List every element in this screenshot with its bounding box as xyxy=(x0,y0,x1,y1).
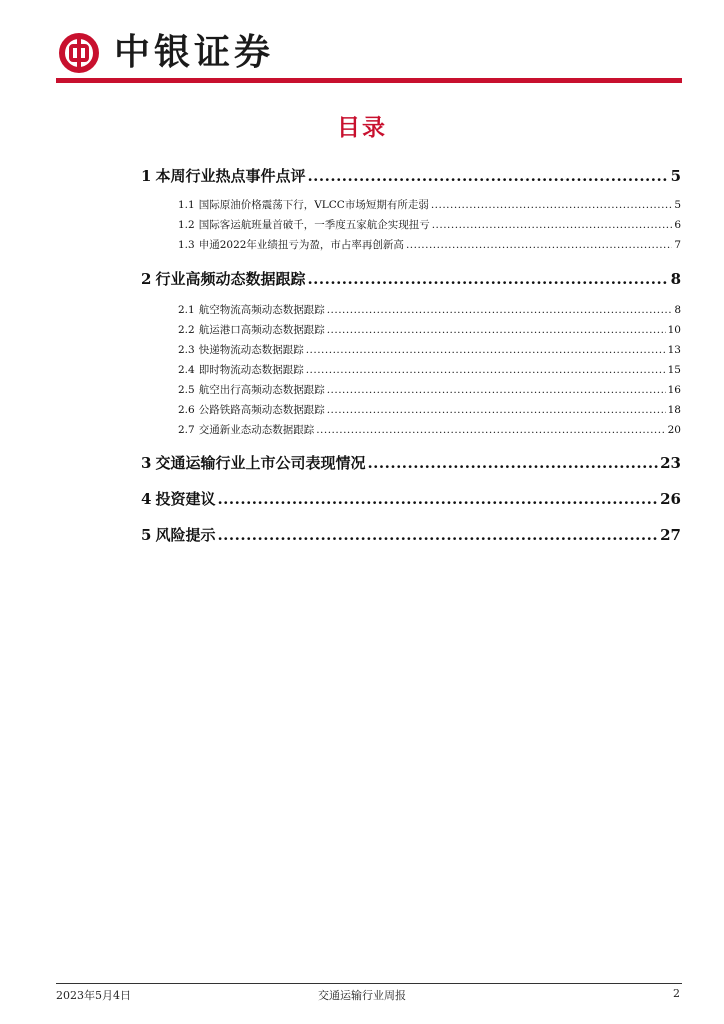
toc-dot-leader xyxy=(327,304,673,316)
footer-date: 2023年5月4日 xyxy=(56,989,131,1002)
footer-report-name: 交通运输行业周报 xyxy=(318,989,406,1002)
toc-dot-leader xyxy=(217,490,658,508)
toc-entry-page: 6 xyxy=(674,219,681,231)
toc-dot-leader xyxy=(307,167,668,185)
toc-entry-title: 航空物流高频动态数据跟踪 xyxy=(198,304,325,316)
toc-entry-number: 1 xyxy=(141,167,152,185)
toc-entry-subsection[interactable] xyxy=(178,237,681,251)
toc-entry-title: 航运港口高频动态数据跟踪 xyxy=(198,324,325,336)
footer-divider xyxy=(56,983,682,984)
toc-entry-title: 本周行业热点事件点评 xyxy=(155,167,306,185)
toc-dot-leader xyxy=(406,239,672,251)
toc-entry-number: 2.3 xyxy=(178,344,195,356)
toc-entry-page: 20 xyxy=(667,424,681,436)
toc-entry-subsection[interactable] xyxy=(178,402,681,416)
toc-entry-page: 23 xyxy=(660,454,681,472)
toc-dot-leader xyxy=(327,384,666,396)
toc-entry-subsection[interactable] xyxy=(178,322,681,336)
toc-entry-number: 4 xyxy=(141,490,152,508)
toc-entry-title: 交通新业态动态数据跟踪 xyxy=(198,424,315,436)
toc-dot-leader xyxy=(431,199,672,211)
toc-dot-leader xyxy=(306,364,666,376)
page-header xyxy=(56,26,682,86)
toc-title: 目录 xyxy=(337,115,387,141)
footer-page-number: 2 xyxy=(673,987,680,1000)
toc-entry-subsection[interactable] xyxy=(178,422,681,436)
toc-entry-page: 18 xyxy=(667,404,681,416)
toc-entry-title: 申通2022年业绩扭亏为盈，市占率再创新高 xyxy=(198,239,404,251)
toc-dot-leader xyxy=(367,454,658,472)
toc-entry-title: 快递物流动态数据跟踪 xyxy=(198,344,304,356)
toc-entry-page: 7 xyxy=(674,239,681,251)
toc-entry-title: 公路铁路高频动态数据跟踪 xyxy=(198,404,325,416)
toc-entry-title: 交通运输行业上市公司表现情况 xyxy=(155,454,366,472)
toc-entry-number: 1.1 xyxy=(178,199,195,211)
toc-entry-title: 国际客运航班量首破千，一季度五家航企实现扭亏 xyxy=(198,219,430,231)
toc-entry-page: 10 xyxy=(667,324,681,336)
toc-entry-section[interactable] xyxy=(141,268,681,288)
toc-entry-section[interactable] xyxy=(141,488,681,508)
toc-entry-number: 2.4 xyxy=(178,364,195,376)
toc-entry-title: 即时物流动态数据跟踪 xyxy=(198,364,304,376)
brand-name: 中银证券 xyxy=(114,32,275,73)
toc-entry-page: 26 xyxy=(660,490,681,508)
toc-entry-number: 1.3 xyxy=(178,239,195,251)
toc-entry-subsection[interactable] xyxy=(178,362,681,376)
toc-entry-subsection[interactable] xyxy=(178,197,681,211)
toc-dot-leader xyxy=(217,526,658,544)
toc-entry-number: 3 xyxy=(141,454,152,472)
toc-dot-leader xyxy=(307,270,668,288)
toc-entry-number: 2 xyxy=(141,270,152,288)
toc-entry-page: 5 xyxy=(674,199,681,211)
toc-entry-number: 2.7 xyxy=(178,424,195,436)
toc-entry-title: 风险提示 xyxy=(155,526,216,544)
toc-dot-leader xyxy=(327,404,666,416)
toc-dot-leader xyxy=(306,344,666,356)
toc-entry-number: 2.2 xyxy=(178,324,195,336)
toc-entry-page: 5 xyxy=(670,167,681,185)
toc-entry-page: 27 xyxy=(660,526,681,544)
toc-entry-subsection[interactable] xyxy=(178,342,681,356)
toc-dot-leader xyxy=(316,424,665,436)
toc-entry-title: 投资建议 xyxy=(155,490,216,508)
toc-entry-number: 1.2 xyxy=(178,219,195,231)
bank-of-china-logo-icon xyxy=(58,32,100,74)
toc-entry-subsection[interactable] xyxy=(178,382,681,396)
toc-entry-subsection[interactable] xyxy=(178,302,681,316)
toc-entry-page: 15 xyxy=(667,364,681,376)
toc-entry-page: 13 xyxy=(667,344,681,356)
toc-entry-title: 行业高频动态数据跟踪 xyxy=(155,270,306,288)
toc-entry-section[interactable] xyxy=(141,165,681,185)
toc-entry-section[interactable] xyxy=(141,452,681,472)
toc-entry-page: 8 xyxy=(674,304,681,316)
toc-entry-subsection[interactable] xyxy=(178,217,681,231)
toc-entry-number: 2.6 xyxy=(178,404,195,416)
toc-dot-leader xyxy=(432,219,673,231)
toc-entry-number: 2.1 xyxy=(178,304,195,316)
toc-entry-number: 5 xyxy=(141,526,152,544)
toc-entry-page: 8 xyxy=(670,270,681,288)
header-divider xyxy=(56,78,682,83)
toc-dot-leader xyxy=(327,324,666,336)
toc-entry-section[interactable] xyxy=(141,524,681,544)
toc-entry-title: 国际原油价格震荡下行，VLCC市场短期有所走弱 xyxy=(198,199,429,211)
toc-entry-number: 2.5 xyxy=(178,384,195,396)
toc-entry-title: 航空出行高频动态数据跟踪 xyxy=(198,384,325,396)
toc-entry-page: 16 xyxy=(667,384,681,396)
